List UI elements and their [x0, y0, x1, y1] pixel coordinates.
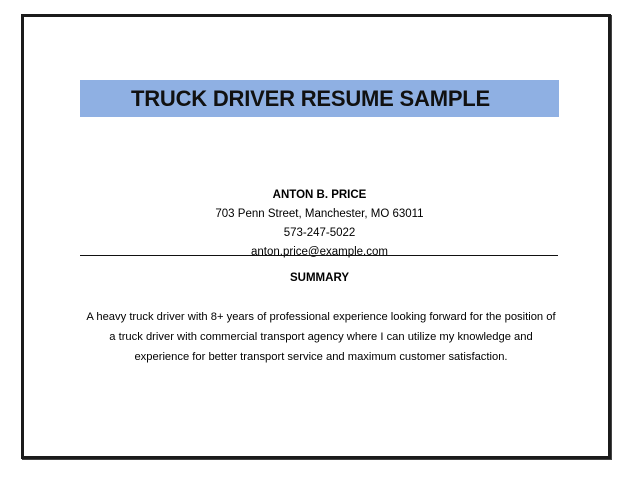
summary-line: A heavy truck driver with 8+ years of professional experience looking forward for the position of	[86, 311, 556, 323]
contact-phone: 573-247-5022	[283, 227, 356, 239]
title-banner	[80, 80, 559, 117]
summary-line: a truck driver with commercial transport agency where I can utilize my knowledge and	[109, 331, 533, 343]
summary-paragraph	[80, 307, 562, 367]
contact-address: 703 Penn Street, Manchester, MO 63011	[215, 208, 424, 220]
summary-heading: SUMMARY	[290, 272, 349, 284]
contact-block	[80, 186, 559, 262]
contact-email: anton.price@example.com	[251, 246, 388, 258]
resume-title: TRUCK DRIVER RESUME SAMPLE	[130, 85, 491, 111]
summary-line: experience for better transport service and maximum customer satisfaction.	[134, 351, 508, 363]
contact-name: ANTON B. PRICE	[272, 189, 367, 201]
section-divider	[80, 255, 558, 256]
